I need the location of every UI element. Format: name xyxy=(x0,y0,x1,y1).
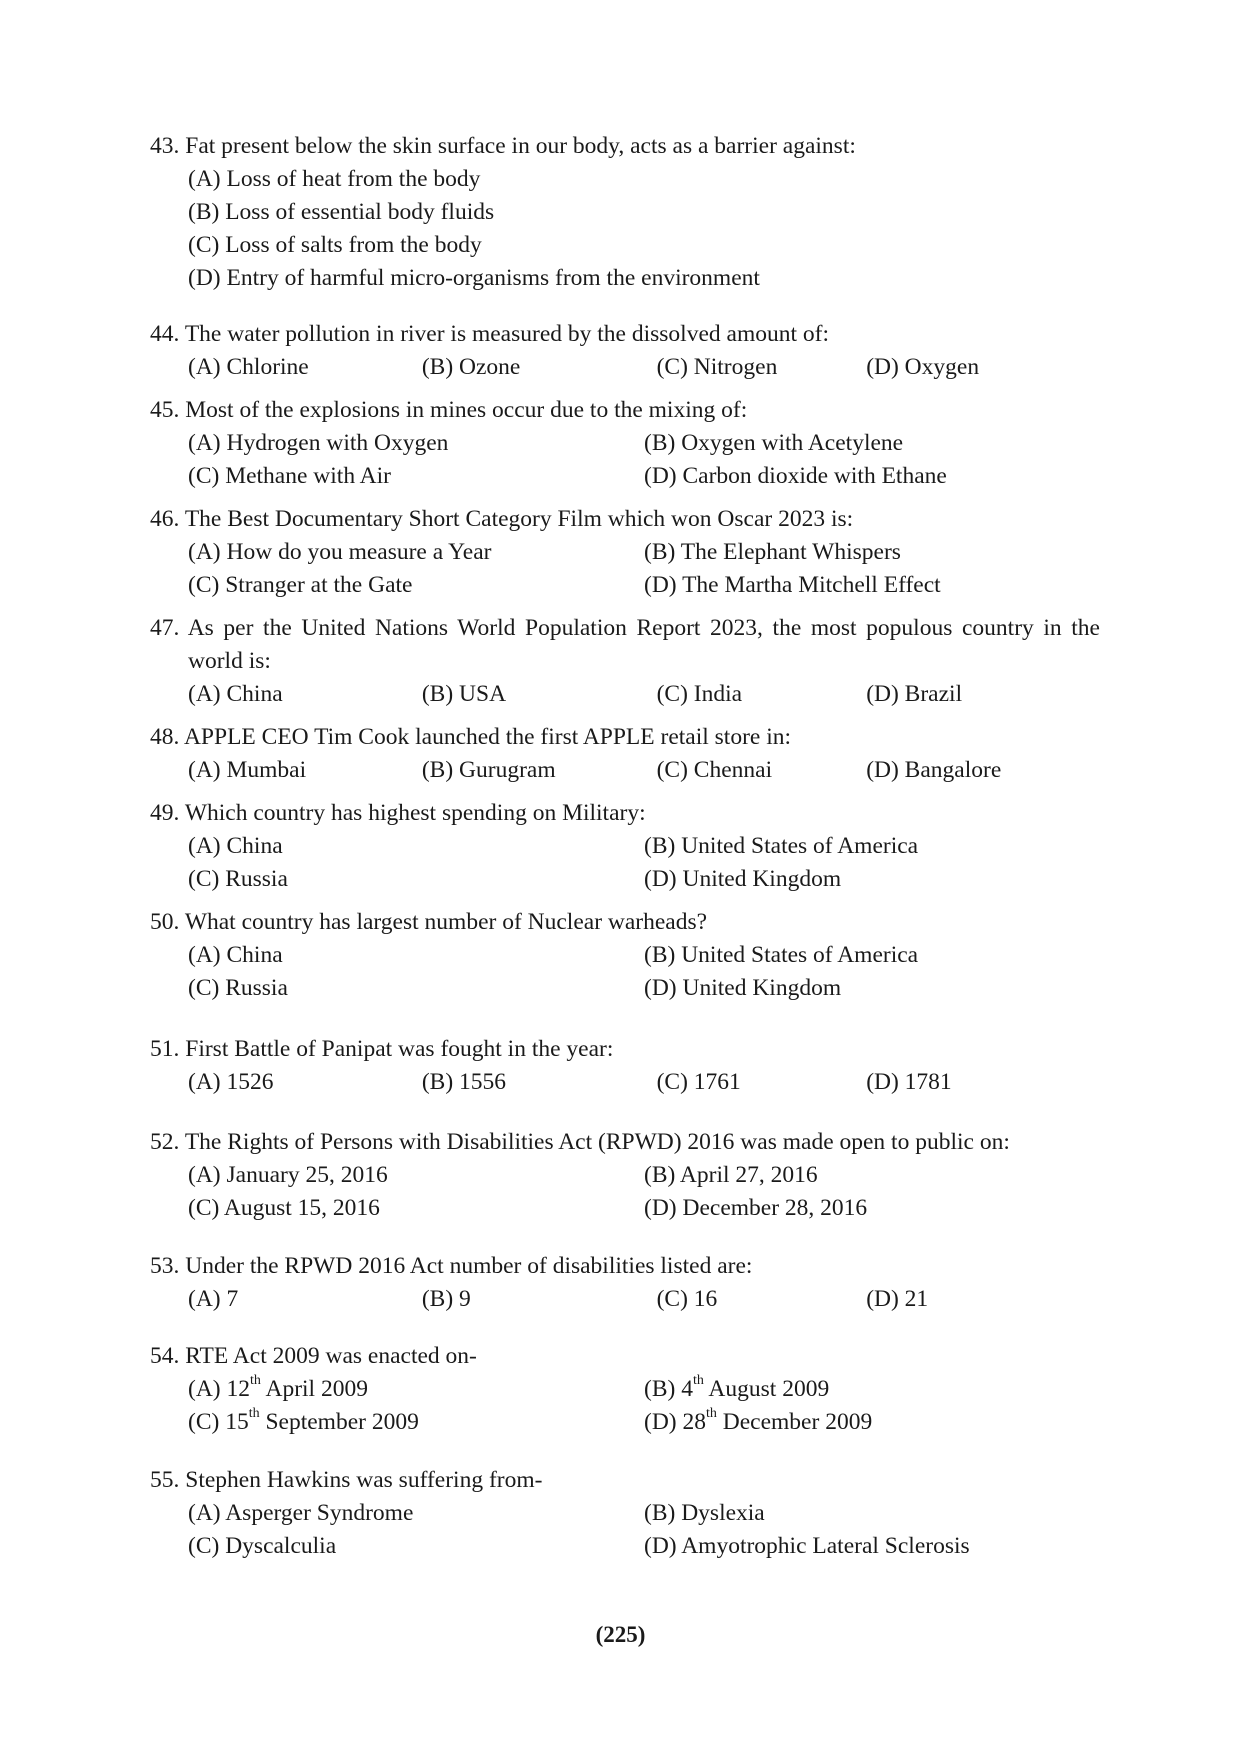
question-stem: 43. Fat present below the skin surface in our body, acts as a barrier against: xyxy=(150,133,856,159)
option-d: (D) Amyotrophic Lateral Sclerosis xyxy=(644,1533,970,1559)
question-stem: 48. APPLE CEO Tim Cook launched the first APPLE retail store in: xyxy=(150,724,792,750)
question-stem: 52. The Rights of Persons with Disabilities Act (RPWD) 2016 was made open to public on: xyxy=(150,1129,1010,1155)
option-c: (C) 15th September 2009 xyxy=(188,1406,419,1435)
option-b: (B) The Elephant Whispers xyxy=(644,539,901,565)
options xyxy=(188,1066,1100,1099)
option-d: (D) United Kingdom xyxy=(644,975,842,1001)
option-b: (B) Loss of essential body fluids xyxy=(188,199,495,225)
option-c: (C) August 15, 2016 xyxy=(188,1195,380,1221)
option-d: (D) Bangalore xyxy=(866,757,1002,783)
options xyxy=(188,351,1100,384)
option-a: (A) China xyxy=(188,833,283,859)
option-d: (D) December 28, 2016 xyxy=(644,1195,868,1221)
option-d: (D) The Martha Mitchell Effect xyxy=(644,572,941,598)
option-a: (A) China xyxy=(188,942,283,968)
question-55 xyxy=(150,1464,1100,1563)
option-b: (B) Oxygen with Acetylene xyxy=(644,430,904,456)
options xyxy=(188,939,1100,1005)
question-stem: 55. Stephen Hawkins was suffering from- xyxy=(150,1467,543,1493)
option-b: (B) 9 xyxy=(421,1286,471,1312)
question-48 xyxy=(150,721,1100,787)
option-a: (A) How do you measure a Year xyxy=(188,539,492,565)
page-number: (225) xyxy=(595,1622,646,1647)
question-47 xyxy=(150,612,1100,711)
option-d: (D) Carbon dioxide with Ethane xyxy=(644,463,947,489)
question-stem: 50. What country has largest number of Nuclear warheads? xyxy=(150,909,708,935)
option-d: (D) 21 xyxy=(866,1286,929,1312)
question-43 xyxy=(150,130,1100,295)
options xyxy=(188,1373,1100,1439)
option-a: (A) January 25, 2016 xyxy=(188,1162,388,1188)
option-a: (A) Mumbai xyxy=(188,757,307,783)
question-stem: 51. First Battle of Panipat was fought in the year: xyxy=(150,1036,614,1062)
options xyxy=(188,1283,1100,1316)
option-a: (A) Asperger Syndrome xyxy=(188,1500,414,1526)
option-b: (B) Ozone xyxy=(421,354,521,380)
option-c: (C) Loss of salts from the body xyxy=(188,232,482,258)
question-stem: 49. Which country has highest spending on Military: xyxy=(150,800,646,826)
question-52 xyxy=(150,1126,1100,1225)
option-d: (D) 28th December 2009 xyxy=(644,1406,873,1435)
option-a: (A) 1526 xyxy=(188,1069,274,1095)
option-b: (B) United States of America xyxy=(644,833,919,859)
question-45 xyxy=(150,394,1100,493)
option-a: (A) 7 xyxy=(188,1286,239,1312)
option-c: (C) Nitrogen xyxy=(656,354,778,380)
option-b: (B) April 27, 2016 xyxy=(644,1162,818,1188)
option-d: (D) Entry of harmful micro-organisms from the environment xyxy=(188,265,760,291)
option-c: (C) India xyxy=(656,681,743,707)
options xyxy=(188,678,1100,711)
option-b: (B) Dyslexia xyxy=(644,1500,765,1526)
option-a: (A) China xyxy=(188,681,283,707)
option-b: (B) USA xyxy=(421,681,507,707)
question-stem: 53. Under the RPWD 2016 Act number of disabilities listed are: xyxy=(150,1253,753,1279)
options xyxy=(188,163,1100,295)
option-d: (D) 1781 xyxy=(866,1069,952,1095)
options xyxy=(188,830,1100,896)
question-51 xyxy=(150,1033,1100,1099)
options xyxy=(188,1497,1100,1563)
question-stem: 54. RTE Act 2009 was enacted on- xyxy=(150,1343,477,1369)
question-53 xyxy=(150,1250,1100,1316)
question-44 xyxy=(150,318,1100,384)
option-c: (C) Methane with Air xyxy=(188,463,391,489)
question-49 xyxy=(150,797,1100,896)
option-c: (C) Dyscalculia xyxy=(188,1533,337,1559)
question-stem: 46. The Best Documentary Short Category Film which won Oscar 2023 is: xyxy=(150,506,854,532)
option-b: (B) United States of America xyxy=(644,942,919,968)
options xyxy=(188,754,1100,787)
options xyxy=(188,1159,1100,1225)
question-stem: 45. Most of the explosions in mines occur due to the mixing of: xyxy=(150,397,748,423)
option-c: (C) Stranger at the Gate xyxy=(188,572,413,598)
options xyxy=(188,536,1100,602)
question-54 xyxy=(150,1340,1100,1439)
question-stem: 47. As per the United Nations World Population Report 2023, the most populous country in the world is: xyxy=(150,615,1100,674)
option-a: (A) Chlorine xyxy=(188,354,309,380)
option-b: (B) 1556 xyxy=(421,1069,507,1095)
option-c: (C) Russia xyxy=(188,866,288,892)
option-b: (B) 4th August 2009 xyxy=(644,1373,830,1402)
option-a: (A) 12th April 2009 xyxy=(188,1373,368,1402)
option-b: (B) Gurugram xyxy=(421,757,556,783)
option-c: (C) Chennai xyxy=(656,757,773,783)
option-d: (D) Oxygen xyxy=(866,354,980,380)
question-stem: 44. The water pollution in river is measured by the dissolved amount of: xyxy=(150,321,829,347)
option-a: (A) Hydrogen with Oxygen xyxy=(188,430,449,456)
option-c: (C) 1761 xyxy=(656,1069,741,1095)
option-c: (C) Russia xyxy=(188,975,288,1001)
option-d: (D) United Kingdom xyxy=(644,866,842,892)
question-50 xyxy=(150,906,1100,1005)
options xyxy=(188,427,1100,493)
option-a: (A) Loss of heat from the body xyxy=(188,166,481,192)
option-d: (D) Brazil xyxy=(866,681,963,707)
question-46 xyxy=(150,503,1100,602)
option-c: (C) 16 xyxy=(656,1286,718,1312)
